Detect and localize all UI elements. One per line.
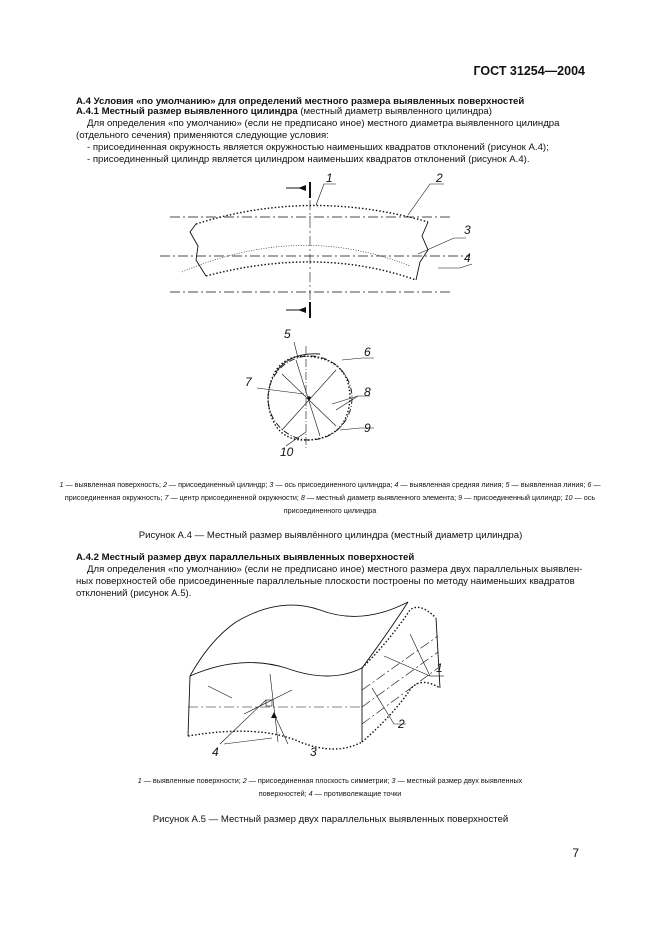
figure-a4-title: Рисунок А.4 — Местный размер выявлённого цилиндра (местный диаметр цилиндра) <box>138 530 523 541</box>
legend-item: 7 — центр присоединенной окружности; <box>164 493 301 502</box>
paragraph-line: Для определения «по умолчанию» (если не предписано иное) местного размера двух параллельных выявлен- <box>87 564 583 575</box>
legend-item: 2 — присоединенный цилиндр; <box>162 480 270 489</box>
paragraph-line: Для определения «по умолчанию» (если не предписано иное) местного диаметра выявленного цилиндра <box>87 118 560 129</box>
paragraph-line: отклонений (рисунок А.5). <box>76 588 192 599</box>
subheading-a41-rest: (местный диаметр выявленного цилиндра) <box>297 106 492 117</box>
fig-a5-label-2: 2 <box>398 717 405 731</box>
legend-item: 2 — присоединенная плоскость симметрии; <box>242 776 392 785</box>
paragraph-line: ных поверхностей обе присоединенные параллельные плоскости построены по методу наименьших квадратов <box>76 576 575 587</box>
paragraph-line: (отдельного сечения) применяются следующие условия: <box>76 130 329 141</box>
fig-a5-label-3: 3 <box>310 745 317 759</box>
legend-item: 10 — ось присоединенного цилиндра <box>283 493 596 515</box>
figure-a5-title: Рисунок А.5 — Местный размер двух параллельных выявленных поверхностей <box>152 814 509 825</box>
fig-a5-label-4: 4 <box>212 745 219 759</box>
fig-a4-label-5: 5 <box>284 327 291 341</box>
fig-a4-label-3: 3 <box>464 223 471 237</box>
fig-a4-label-2: 2 <box>436 171 443 185</box>
legend-item: 1 — выявленные поверхности; <box>137 776 243 785</box>
identified-surface-top-edge <box>190 663 362 676</box>
fig-a4-label-10: 10 <box>280 445 294 459</box>
fig-a5-label-1: 1 <box>436 661 443 675</box>
legend-item: 8 — местный диаметр выявленного элемента; <box>300 493 459 502</box>
legend-item: 9 — присоединенный цилиндр; <box>458 493 565 502</box>
legend-item: 4 — противолежащие точки <box>308 789 402 798</box>
legend-item: 3 — местный размер двух выявленных <box>391 776 523 785</box>
figure-a5-legend <box>40 774 620 800</box>
fig-a4-label-1: 1 <box>326 171 333 185</box>
section-heading-a4: А.4 Условия «по умолчанию» для определений местного размера выявленных поверхностей <box>76 96 525 107</box>
fig-a4-label-9: 9 <box>364 421 371 435</box>
fig-a4-label-8: 8 <box>364 385 371 399</box>
document-id: ГОСТ 31254—2004 <box>473 64 585 78</box>
subheading-a41-bold: А.4.1 Местный размер выявленного цилиндра <box>76 106 298 117</box>
fig-a4-label-4: 4 <box>464 251 471 265</box>
legend-item: 4 — выявленная средняя линия; <box>394 480 506 489</box>
fig-a4-label-7: 7 <box>245 375 252 389</box>
legend-item: 5 — выявленная линия; <box>505 480 588 489</box>
legend-item: 1 — выявленная поверхность; <box>59 480 163 489</box>
legend-item: поверхностей; <box>258 789 309 798</box>
bullet-item: - присоединенная окружность является окружностью наименьших квадратов отклонений (рисунок А.4); <box>87 142 549 153</box>
legend-item: 3 — ось присоединенного цилиндра; <box>269 480 395 489</box>
page-number: 7 <box>572 846 579 860</box>
fig-a4-label-6: 6 <box>364 345 371 359</box>
back-top-edge <box>236 602 408 622</box>
local-size-line <box>270 674 278 742</box>
bullet-item: - присоединенный цилиндр является цилиндром наименьших квадратов отклонений (рисунок А.4). <box>87 154 530 165</box>
right-side-bottom-edge <box>362 682 440 742</box>
legend-item: 6 — присоединенная окружность; <box>64 480 601 502</box>
section-heading-a42: А.4.2 Местный размер двух параллельных выявленных поверхностей <box>76 552 415 563</box>
